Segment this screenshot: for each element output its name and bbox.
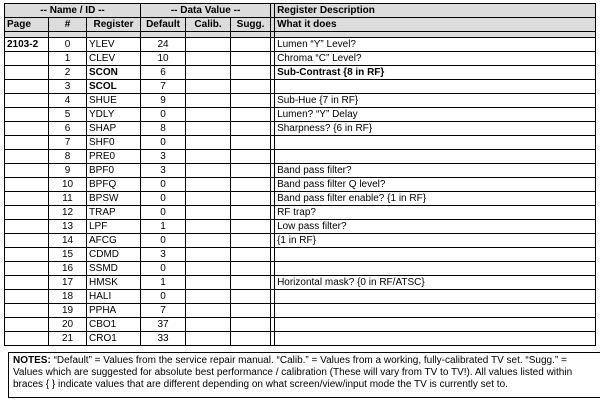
sugg-cell bbox=[231, 332, 271, 346]
num-cell: 8 bbox=[49, 150, 87, 164]
calib-cell bbox=[186, 192, 231, 206]
register-table bbox=[4, 3, 596, 346]
table-row bbox=[5, 52, 596, 66]
sugg-cell bbox=[231, 290, 271, 304]
col-calib-header: Calib. bbox=[186, 18, 231, 32]
page-cell bbox=[5, 150, 49, 164]
page-cell bbox=[5, 304, 49, 318]
table-row bbox=[5, 220, 596, 234]
table-row bbox=[5, 178, 596, 192]
sugg-cell bbox=[231, 304, 271, 318]
sugg-cell bbox=[231, 122, 271, 136]
calib-cell bbox=[186, 108, 231, 122]
page-cell bbox=[5, 248, 49, 262]
col-what-header: What it does bbox=[275, 18, 596, 32]
page-cell bbox=[5, 66, 49, 80]
default-cell: 0 bbox=[141, 178, 186, 192]
table-row bbox=[5, 234, 596, 248]
register-cell: PRE0 bbox=[87, 150, 141, 164]
page-cell bbox=[5, 52, 49, 66]
table-row bbox=[5, 248, 596, 262]
default-cell: 6 bbox=[141, 66, 186, 80]
num-cell: 13 bbox=[49, 220, 87, 234]
num-cell: 17 bbox=[49, 276, 87, 290]
sugg-cell bbox=[231, 136, 271, 150]
default-cell: 0 bbox=[141, 136, 186, 150]
register-sheet bbox=[4, 3, 595, 397]
calib-cell bbox=[186, 304, 231, 318]
description-cell: Sub-Hue {7 in RF} bbox=[275, 94, 596, 108]
calib-cell bbox=[186, 234, 231, 248]
default-cell: 24 bbox=[141, 38, 186, 52]
register-cell: TRAP bbox=[87, 206, 141, 220]
calib-cell bbox=[186, 318, 231, 332]
default-cell: 10 bbox=[141, 52, 186, 66]
default-cell: 1 bbox=[141, 276, 186, 290]
register-rows bbox=[5, 38, 596, 346]
num-cell: 12 bbox=[49, 206, 87, 220]
default-cell: 0 bbox=[141, 192, 186, 206]
description-cell bbox=[275, 248, 596, 262]
calib-cell bbox=[186, 290, 231, 304]
sugg-cell bbox=[231, 178, 271, 192]
default-cell: 7 bbox=[141, 304, 186, 318]
calib-cell bbox=[186, 178, 231, 192]
description-cell: Sub-Contrast {8 in RF} bbox=[275, 66, 596, 80]
table-row bbox=[5, 206, 596, 220]
num-cell: 3 bbox=[49, 80, 87, 94]
header-column-row bbox=[5, 18, 596, 32]
sugg-cell bbox=[231, 108, 271, 122]
num-cell: 19 bbox=[49, 304, 87, 318]
num-cell: 16 bbox=[49, 262, 87, 276]
calib-cell bbox=[186, 38, 231, 52]
num-cell: 15 bbox=[49, 248, 87, 262]
num-cell: 18 bbox=[49, 290, 87, 304]
description-cell: Low pass filter? bbox=[275, 220, 596, 234]
register-description-header: Register Description bbox=[275, 4, 596, 18]
table-row bbox=[5, 262, 596, 276]
default-cell: 0 bbox=[141, 290, 186, 304]
table-row bbox=[5, 38, 596, 52]
name-id-group-header: -- Name / ID -- bbox=[5, 4, 141, 18]
register-cell: SSMD bbox=[87, 262, 141, 276]
num-cell: 11 bbox=[49, 192, 87, 206]
register-cell: BPF0 bbox=[87, 164, 141, 178]
num-cell: 7 bbox=[49, 136, 87, 150]
default-cell: 37 bbox=[141, 318, 186, 332]
page-cell bbox=[5, 122, 49, 136]
sugg-cell bbox=[231, 220, 271, 234]
register-cell: PPHA bbox=[87, 304, 141, 318]
num-cell: 5 bbox=[49, 108, 87, 122]
default-cell: 7 bbox=[141, 80, 186, 94]
register-cell: CBO1 bbox=[87, 318, 141, 332]
page-cell bbox=[5, 178, 49, 192]
sugg-cell bbox=[231, 164, 271, 178]
page-cell bbox=[5, 164, 49, 178]
default-cell: 1 bbox=[141, 220, 186, 234]
sugg-cell bbox=[231, 150, 271, 164]
page-cell: 2103-2 bbox=[5, 38, 49, 52]
num-cell: 4 bbox=[49, 94, 87, 108]
sugg-cell bbox=[231, 38, 271, 52]
table-row bbox=[5, 94, 596, 108]
description-cell bbox=[275, 262, 596, 276]
register-cell: CRO1 bbox=[87, 332, 141, 346]
page-cell bbox=[5, 332, 49, 346]
description-cell: Band pass filter Q level? bbox=[275, 178, 596, 192]
calib-cell bbox=[186, 80, 231, 94]
calib-cell bbox=[186, 122, 231, 136]
page-cell bbox=[5, 108, 49, 122]
default-cell: 3 bbox=[141, 164, 186, 178]
default-cell: 0 bbox=[141, 262, 186, 276]
table-row bbox=[5, 332, 596, 346]
page-cell bbox=[5, 234, 49, 248]
description-cell: Chroma “C” Level? bbox=[275, 52, 596, 66]
num-cell: 20 bbox=[49, 318, 87, 332]
sugg-cell bbox=[231, 234, 271, 248]
register-cell: SHAP bbox=[87, 122, 141, 136]
page-cell bbox=[5, 262, 49, 276]
default-cell: 0 bbox=[141, 206, 186, 220]
register-cell: SCON bbox=[87, 66, 141, 80]
calib-cell bbox=[186, 164, 231, 178]
calib-cell bbox=[186, 332, 231, 346]
notes-text: “Default” = Values from the service repair manual. “Calib.” = Values from a working, fully-calibrated TV set. “Sugg.” = Values which are suggested for absolute best performance / calibration (These will vary from TV to TV!). All values listed within braces { } indicate values that are different depending on what screen/view/input mode the TV is currently set to. bbox=[13, 355, 573, 390]
default-cell: 33 bbox=[141, 332, 186, 346]
col-register-header: Register bbox=[87, 18, 141, 32]
description-cell: Sharpness? {6 in RF} bbox=[275, 122, 596, 136]
page-cell bbox=[5, 206, 49, 220]
default-cell: 3 bbox=[141, 150, 186, 164]
table-row bbox=[5, 318, 596, 332]
register-cell: BPSW bbox=[87, 192, 141, 206]
table-row bbox=[5, 276, 596, 290]
description-cell bbox=[275, 150, 596, 164]
calib-cell bbox=[186, 136, 231, 150]
calib-cell bbox=[186, 262, 231, 276]
sugg-cell bbox=[231, 276, 271, 290]
default-cell: 0 bbox=[141, 234, 186, 248]
calib-cell bbox=[186, 150, 231, 164]
page-cell bbox=[5, 80, 49, 94]
page-cell bbox=[5, 276, 49, 290]
register-cell: SHF0 bbox=[87, 136, 141, 150]
register-cell: SCOL bbox=[87, 80, 141, 94]
default-cell: 0 bbox=[141, 108, 186, 122]
sugg-cell bbox=[231, 206, 271, 220]
description-cell: Lumen? “Y” Delay bbox=[275, 108, 596, 122]
description-cell bbox=[275, 136, 596, 150]
description-cell: RF trap? bbox=[275, 206, 596, 220]
notes-box bbox=[8, 352, 600, 398]
table-row bbox=[5, 66, 596, 80]
notes-label: NOTES: bbox=[13, 355, 51, 366]
sugg-cell bbox=[231, 248, 271, 262]
description-cell bbox=[275, 290, 596, 304]
page-cell bbox=[5, 192, 49, 206]
table-row bbox=[5, 108, 596, 122]
register-cell: HMSK bbox=[87, 276, 141, 290]
register-cell: YDLY bbox=[87, 108, 141, 122]
calib-cell bbox=[186, 248, 231, 262]
col-default-header: Default bbox=[141, 18, 186, 32]
calib-cell bbox=[186, 94, 231, 108]
data-value-group-header: -- Data Value -- bbox=[141, 4, 271, 18]
num-cell: 10 bbox=[49, 178, 87, 192]
calib-cell bbox=[186, 276, 231, 290]
sugg-cell bbox=[231, 80, 271, 94]
table-row bbox=[5, 164, 596, 178]
description-cell: Band pass filter? bbox=[275, 164, 596, 178]
register-cell: HALI bbox=[87, 290, 141, 304]
sugg-cell bbox=[231, 192, 271, 206]
register-cell: SHUE bbox=[87, 94, 141, 108]
table-row bbox=[5, 80, 596, 94]
table-row bbox=[5, 136, 596, 150]
register-cell: CDMD bbox=[87, 248, 141, 262]
num-cell: 0 bbox=[49, 38, 87, 52]
page-cell bbox=[5, 94, 49, 108]
num-cell: 21 bbox=[49, 332, 87, 346]
table-row bbox=[5, 290, 596, 304]
num-cell: 1 bbox=[49, 52, 87, 66]
default-cell: 8 bbox=[141, 122, 186, 136]
description-cell bbox=[275, 304, 596, 318]
col-num-header: # bbox=[49, 18, 87, 32]
description-cell: Band pass filter enable? {1 in RF} bbox=[275, 192, 596, 206]
sugg-cell bbox=[231, 262, 271, 276]
description-cell: Lumen “Y” Level? bbox=[275, 38, 596, 52]
calib-cell bbox=[186, 206, 231, 220]
calib-cell bbox=[186, 52, 231, 66]
num-cell: 14 bbox=[49, 234, 87, 248]
sugg-cell bbox=[231, 52, 271, 66]
table-row bbox=[5, 150, 596, 164]
description-cell bbox=[275, 80, 596, 94]
num-cell: 9 bbox=[49, 164, 87, 178]
default-cell: 9 bbox=[141, 94, 186, 108]
register-cell: YLEV bbox=[87, 38, 141, 52]
page-cell bbox=[5, 220, 49, 234]
page-cell bbox=[5, 290, 49, 304]
description-cell bbox=[275, 332, 596, 346]
register-cell: BPFQ bbox=[87, 178, 141, 192]
default-cell: 3 bbox=[141, 248, 186, 262]
table-row bbox=[5, 192, 596, 206]
description-cell: Horizontal mask? {0 in RF/ATSC} bbox=[275, 276, 596, 290]
num-cell: 2 bbox=[49, 66, 87, 80]
col-sugg-header: Sugg. bbox=[231, 18, 271, 32]
calib-cell bbox=[186, 220, 231, 234]
sugg-cell bbox=[231, 66, 271, 80]
table-row bbox=[5, 304, 596, 318]
page-cell bbox=[5, 136, 49, 150]
table-row bbox=[5, 122, 596, 136]
page-cell bbox=[5, 318, 49, 332]
calib-cell bbox=[186, 66, 231, 80]
description-cell: {1 in RF} bbox=[275, 234, 596, 248]
num-cell: 6 bbox=[49, 122, 87, 136]
col-page-header: Page bbox=[5, 18, 49, 32]
description-cell bbox=[275, 318, 596, 332]
sugg-cell bbox=[231, 94, 271, 108]
sugg-cell bbox=[231, 318, 271, 332]
register-cell: CLEV bbox=[87, 52, 141, 66]
header-group-row bbox=[5, 4, 596, 18]
register-cell: LPF bbox=[87, 220, 141, 234]
register-cell: AFCG bbox=[87, 234, 141, 248]
